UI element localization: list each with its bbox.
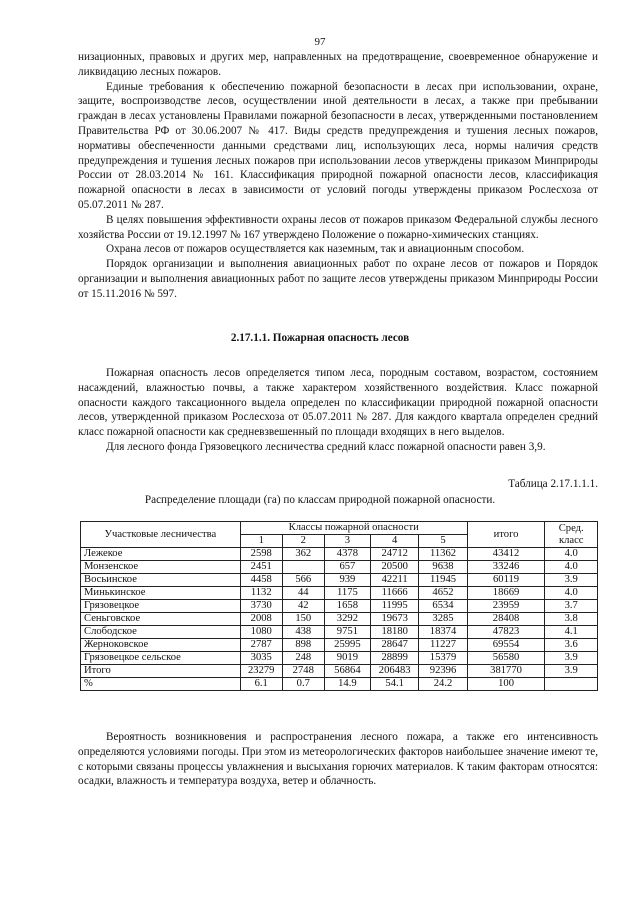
cell-name: Грязовецкое [81,600,241,613]
fire-danger-text [78,366,598,455]
cell-c4: 28899 [371,652,419,665]
cell-c1: 4458 [240,574,282,587]
cell-total: 43412 [467,548,545,561]
cell-c1: 1132 [240,587,282,600]
cell-c1: 3035 [240,652,282,665]
cell-c2: 566 [282,574,324,587]
cell-c2: 44 [282,587,324,600]
page-number: 97 [314,36,326,48]
cell-c4: 24712 [371,548,419,561]
table-row [81,561,598,574]
paragraph: Для лесного фонда Грязовецкого лесничества средний класс пожарной опасности равен 3,9. [106,440,546,453]
cell-avg: 4.0 [545,548,598,561]
cell-total: 381770 [467,665,545,678]
header-total: итого [467,522,545,548]
cell-c2: 438 [282,626,324,639]
cell-c2: 362 [282,548,324,561]
cell-c3: 56864 [324,665,370,678]
header-class-1: 1 [240,535,282,548]
cell-c5: 6534 [419,600,467,613]
cell-c1: 6.1 [240,678,282,691]
header-classes: Классы пожарной опасности [240,522,467,535]
table-row [81,626,598,639]
cell-c2: 42 [282,600,324,613]
cell-total: 100 [467,678,545,691]
cell-c1: 2008 [240,613,282,626]
table-row-percent [81,678,598,691]
cell-name: Восьинское [81,574,241,587]
section-heading: 2.17.1.1. Пожарная опасность лесов [230,332,410,344]
cell-c2: 150 [282,613,324,626]
cell-c4: 206483 [371,665,419,678]
paragraph: Порядок организации и выполнения авиационных работ по охране лесов от пожаров и Порядок организации и выполнения авиационных работ по защите лесов утверждены приказом Минприроды России от 15.11.2016 № 597. [78,258,598,300]
table-row [81,639,598,652]
paragraph: Охрана лесов от пожаров осуществляется как наземным, так и авиационным способом. [106,243,525,256]
table-row [81,652,598,665]
cell-c4: 11666 [371,587,419,600]
cell-name: % [81,678,241,691]
cell-avg: 4.1 [545,626,598,639]
cell-c1: 2787 [240,639,282,652]
cell-c5: 3285 [419,613,467,626]
cell-total: 56580 [467,652,545,665]
cell-total: 60119 [467,574,545,587]
header-avg-class: Сред. класс [545,522,598,548]
cell-c1: 1080 [240,626,282,639]
cell-name: Монзенское [81,561,241,574]
cell-total: 28408 [467,613,545,626]
cell-avg: 3.9 [545,665,598,678]
cell-c5: 9638 [419,561,467,574]
header-class-3: 3 [324,535,370,548]
cell-c2: 2748 [282,665,324,678]
table-row [81,613,598,626]
cell-name: Жерноковское [81,639,241,652]
cell-c4: 54.1 [371,678,419,691]
paragraph: Пожарная опасность лесов определяется типом леса, породным составом, возрастом, состоянием насаждений, влажностью почвы, а также характером хозяйственного воздействия. Класс пожарной опасности каждого таксационного выдела определен по классификации природной пожарной опасности лесов, утвержденной приказом Рослесхоза от 05.07.2011 № 287. Для каждого квартала определен средний класс пожарной опасности как средневзвешенный по площади входящих в него выделов. [78,367,598,439]
table-row-total [81,665,598,678]
cell-c5: 11945 [419,574,467,587]
table-row [81,587,598,600]
table-row [81,600,598,613]
cell-avg: 3.8 [545,613,598,626]
cell-c4: 11995 [371,600,419,613]
cell-total: 69554 [467,639,545,652]
paragraph: Вероятность возникновения и распространения лесного пожара, а также его интенсивность определяются условиями погоды. При этом из метеорологических факторов наибольшее значение имеют те, с которыми связаны процессы увлажнения и высыхания горючих материалов. К таким факторам относятся: осадки, влажность и температура воздуха, ветер и облачность. [78,731,598,788]
cell-c1: 2598 [240,548,282,561]
cell-c3: 1175 [324,587,370,600]
cell-c3: 1658 [324,600,370,613]
table-row [81,548,598,561]
fire-class-table [80,521,598,691]
header-class-2: 2 [282,535,324,548]
cell-name: Лежекое [81,548,241,561]
cell-c4: 19673 [371,613,419,626]
cell-c2: 0.7 [282,678,324,691]
cell-c5: 18374 [419,626,467,639]
cell-c2: 898 [282,639,324,652]
cell-total: 47823 [467,626,545,639]
cell-c3: 657 [324,561,370,574]
paragraph: Единые требования к обеспечению пожарной безопасности в лесах при использовании, охране, защите, воспроизводстве лесов, осуществлении иной деятельности в лесах, а также при пребывании граждан в лесах установлены Правилами пожарной безопасности в лесах, утвержденными постановлением Правительства РФ от 30.06.2007 № 417. Виды средств предупреждения и тушения лесных пожаров, нормативы обеспеченности данными средствами лиц, использующих леса, нормы наличия средств предупреждения и тушения лесных пожаров при использовании лесов утверждены приказом Минприроды России от 28.03.2014 № 161. Классификация природной пожарной опасности лесов, классификация пожарной опасности в лесах в зависимости от условий погоды утверждены приказом Рослесхоза от 05.07.2011 № 287. [78,80,598,211]
cell-total: 23959 [467,600,545,613]
cell-avg: 4.0 [545,561,598,574]
table-header-row [81,522,598,535]
cell-c4: 20500 [371,561,419,574]
cell-avg: 3.9 [545,574,598,587]
cell-c2: 248 [282,652,324,665]
cell-c3: 939 [324,574,370,587]
cell-c1: 23279 [240,665,282,678]
cell-c5: 15379 [419,652,467,665]
cell-c3: 14.9 [324,678,370,691]
cell-name: Итого [81,665,241,678]
header-class-4: 4 [371,535,419,548]
cell-c3: 9019 [324,652,370,665]
table-row [81,574,598,587]
weather-text [78,730,598,789]
cell-c5: 11227 [419,639,467,652]
cell-avg: 3.9 [545,652,598,665]
intro-text [78,50,598,302]
cell-c2 [282,561,324,574]
cell-name: Грязовецкое сельское [81,652,241,665]
cell-c3: 9751 [324,626,370,639]
cell-total: 33246 [467,561,545,574]
cell-avg: 4.0 [545,587,598,600]
cell-c4: 28647 [371,639,419,652]
cell-avg [545,678,598,691]
cell-c1: 2451 [240,561,282,574]
cell-avg: 3.6 [545,639,598,652]
cell-c3: 4378 [324,548,370,561]
paragraph: В целях повышения эффективности охраны лесов от пожаров приказом Федеральной службы лесного хозяйства России от 19.12.1997 № 167 утверждено Положение о пожарно-химических станциях. [78,213,598,241]
cell-c3: 25995 [324,639,370,652]
cell-total: 18669 [467,587,545,600]
table-caption: Распределение площади (га) по классам природной пожарной опасности. [144,494,496,506]
cell-c5: 24.2 [419,678,467,691]
cell-name: Сеньговское [81,613,241,626]
header-forestry: Участковые лесничества [81,522,241,548]
cell-c4: 42211 [371,574,419,587]
cell-name: Минькинское [81,587,241,600]
table-number: Таблица 2.17.1.1.1. [508,478,598,490]
cell-name: Слободское [81,626,241,639]
header-class-5: 5 [419,535,467,548]
cell-c5: 11362 [419,548,467,561]
cell-avg: 3.7 [545,600,598,613]
cell-c1: 3730 [240,600,282,613]
paragraph: низационных, правовых и других мер, направленных на предотвращение, своевременное обнаружение и ликвидацию лесных пожаров. [78,51,598,78]
cell-c5: 4652 [419,587,467,600]
cell-c4: 18180 [371,626,419,639]
cell-c5: 92396 [419,665,467,678]
cell-c3: 3292 [324,613,370,626]
